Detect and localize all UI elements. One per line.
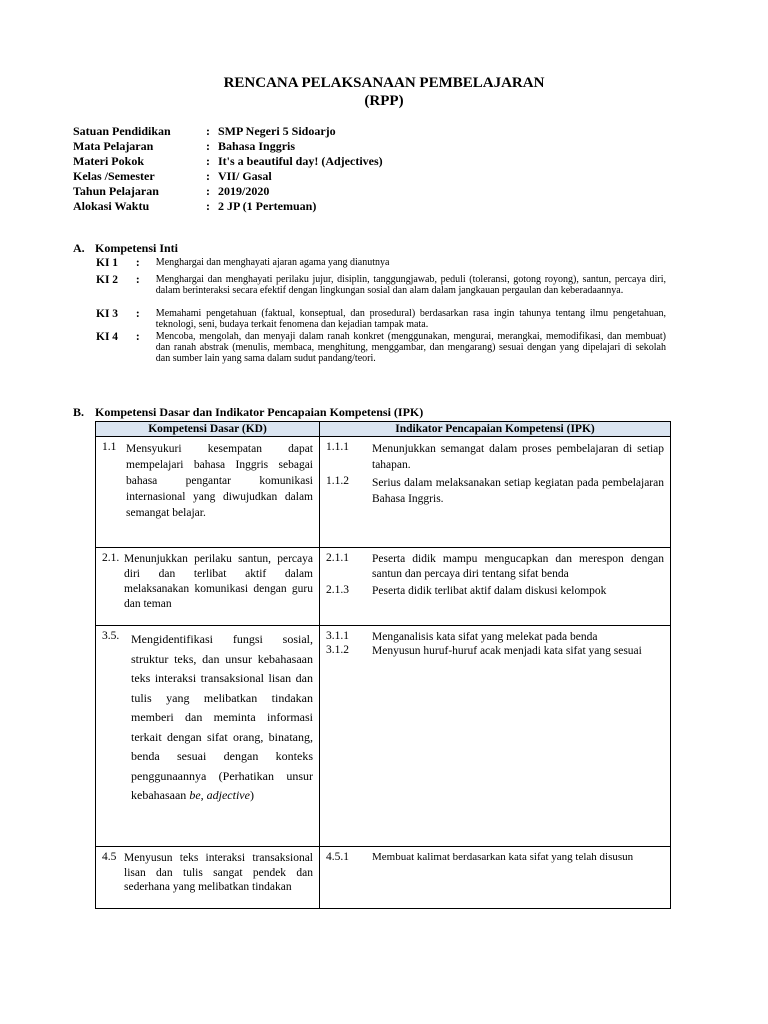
identity-row bbox=[73, 139, 383, 154]
ki-item bbox=[96, 331, 666, 364]
kd-text: Mensyukuri kesempatan dapat mempelajari bahasa Inggris sebagai bahasa pengantar komunikasi internasional yang diwujudkan dalam semangat belajar. bbox=[126, 443, 313, 519]
kd-text: Mengidentifikasi fungsi sosial, struktur teks, dan unsur kebahasaan teks interaksi transaksional lisan dan tulis yang melibatkan tindakan memberi dan meminta informasi terkait dengan sifat orang, binatang, benda sesuai dengan konteks penggunaannya (Perhatikan unsur kebahasaan be, adjective) bbox=[131, 632, 313, 802]
identity-row bbox=[73, 169, 383, 184]
kd-cell bbox=[96, 847, 320, 909]
ipk-item bbox=[320, 630, 670, 644]
ipk-text: Menyusun huruf-huruf acak menjadi kata sifat yang sesuai bbox=[372, 645, 642, 657]
ipk-text: Serius dalam melaksanakan setiap kegiatan pada pembelajaran Bahasa Inggris. bbox=[372, 477, 664, 505]
identity-label: Satuan Pendidikan bbox=[73, 124, 171, 138]
ipk-cell bbox=[320, 437, 671, 548]
ki-item bbox=[96, 257, 666, 269]
identity-colon: : bbox=[206, 154, 210, 168]
identity-row bbox=[73, 199, 383, 214]
document-title: RENCANA PELAKSANAAN PEMBELAJARAN bbox=[223, 75, 545, 91]
identity-label: Alokasi Waktu bbox=[73, 199, 150, 213]
ki-text: Memahami pengetahuan (faktual, konseptual, dan prosedural) berdasarkan rasa ingin tahunya tentang ilmu pengetahuan, teknologi, seni, budaya terkait fenomena dan kejadian tampak mata. bbox=[155, 308, 666, 330]
identity-value: 2 JP (1 Pertemuan) bbox=[218, 199, 317, 213]
ipk-cell bbox=[320, 847, 671, 909]
ipk-cell bbox=[320, 548, 671, 626]
section-b-heading bbox=[73, 405, 423, 420]
section-letter: A. bbox=[73, 241, 85, 255]
ipk-number: 2.1.1 bbox=[326, 552, 349, 564]
table-row bbox=[96, 626, 671, 847]
section-title: Kompetensi Inti bbox=[95, 241, 179, 255]
ki-colon: : bbox=[135, 308, 140, 320]
identity-colon: : bbox=[206, 169, 210, 183]
identity-colon: : bbox=[206, 184, 210, 198]
document-subtitle: (RPP) bbox=[364, 93, 404, 109]
ipk-item bbox=[320, 552, 670, 582]
ipk-number: 3.1.1 bbox=[326, 630, 349, 642]
ki-code: KI 3 bbox=[96, 308, 119, 320]
ki-colon: : bbox=[135, 274, 140, 286]
ipk-item bbox=[320, 851, 670, 864]
identity-label: Mata Pelajaran bbox=[73, 139, 154, 153]
ki-text: Menghargai dan menghayati ajaran agama yang dianutnya bbox=[155, 257, 390, 268]
ipk-number: 4.5.1 bbox=[326, 851, 349, 863]
section-a-heading bbox=[73, 241, 178, 256]
kd-number: 1.1 bbox=[102, 441, 117, 453]
identity-label: Tahun Pelajaran bbox=[73, 184, 159, 198]
identity-value: It's a beautiful day! (Adjectives) bbox=[218, 154, 383, 168]
kd-cell bbox=[96, 626, 320, 847]
ipk-item bbox=[320, 475, 670, 507]
kd-number: 4.5 bbox=[102, 851, 117, 863]
ipk-text: Menunjukkan semangat dalam proses pembelajaran di setiap tahapan. bbox=[372, 443, 664, 471]
ipk-text: Menganalisis kata sifat yang melekat pada benda bbox=[372, 631, 598, 643]
identity-label: Kelas /Semester bbox=[73, 169, 155, 183]
ipk-item bbox=[320, 441, 670, 473]
ipk-text: Peserta didik terlibat aktif dalam diskusi kelompok bbox=[372, 585, 607, 597]
table-row bbox=[96, 847, 671, 909]
identity-value: 2019/2020 bbox=[218, 184, 270, 198]
table-row bbox=[96, 548, 671, 626]
identity-value: SMP Negeri 5 Sidoarjo bbox=[218, 124, 336, 138]
ipk-cell bbox=[320, 626, 671, 847]
ipk-number: 3.1.2 bbox=[326, 644, 349, 656]
ki-text: Menghargai dan menghayati perilaku jujur, disiplin, tanggungjawab, peduli (toleransi, gotong royong), santun, percaya diri, dalam berinteraksi secara efektif dengan lingkungan sosial dan alam dalam jangkauan pergaulan dan keberadaannya. bbox=[155, 274, 666, 296]
identity-colon: : bbox=[206, 124, 210, 138]
ipk-number: 1.1.2 bbox=[326, 475, 349, 487]
ipk-text: Membuat kalimat berdasarkan kata sifat yang telah disusun bbox=[372, 851, 634, 863]
identity-colon: : bbox=[206, 199, 210, 213]
table-row bbox=[96, 437, 671, 548]
kd-header: Kompetensi Dasar (KD) bbox=[96, 422, 320, 437]
ki-colon: : bbox=[135, 331, 140, 343]
kd-text: Menunjukkan perilaku santun, percaya diri dan terlibat aktif dalam melaksanakan komunikasi dengan guru dan teman bbox=[124, 553, 313, 610]
identity-colon: : bbox=[206, 139, 210, 153]
ki-text: Mencoba, mengolah, dan menyaji dalam ranah konkret (menggunakan, mengurai, merangkai, memodifikasi, dan membuat) dan ranah abstrak (menulis, membaca, menghitung, menggambar, dan mengarang) sesuai dengan yang dipelajari di sekolah dan sumber lain yang sama dalam sudut pandang/teori. bbox=[155, 331, 666, 364]
kd-cell bbox=[96, 437, 320, 548]
ki-code: KI 1 bbox=[96, 257, 119, 269]
identity-row bbox=[73, 184, 383, 199]
kd-number: 3.5. bbox=[102, 630, 120, 642]
ipk-item bbox=[320, 644, 670, 658]
ipk-text: Peserta didik mampu mengucapkan dan merespon dengan santun dan percaya diri tentang sifat benda bbox=[372, 553, 664, 580]
ki-item bbox=[96, 274, 666, 296]
kd-ipk-table bbox=[95, 421, 671, 909]
identity-label: Materi Pokok bbox=[73, 154, 144, 168]
identity-value: VII/ Gasal bbox=[218, 169, 272, 183]
ki-colon: : bbox=[135, 257, 140, 269]
kd-cell bbox=[96, 548, 320, 626]
ipk-header: Indikator Pencapaian Kompetensi (IPK) bbox=[320, 422, 671, 437]
identity-row bbox=[73, 124, 383, 139]
section-letter: B. bbox=[73, 405, 85, 419]
section-title: Kompetensi Dasar dan Indikator Pencapaian Kompetensi (IPK) bbox=[95, 405, 424, 419]
ipk-number: 1.1.1 bbox=[326, 441, 349, 453]
identity-value: Bahasa Inggris bbox=[218, 139, 296, 153]
ki-code: KI 2 bbox=[96, 274, 119, 286]
identity-row bbox=[73, 154, 383, 169]
ki-code: KI 4 bbox=[96, 331, 119, 343]
kd-number: 2.1. bbox=[102, 552, 120, 564]
ipk-item bbox=[320, 584, 670, 599]
identity-block bbox=[73, 124, 383, 214]
ipk-number: 2.1.3 bbox=[326, 584, 349, 596]
kd-text: Menyusun teks interaksi transaksional lisan dan tulis sangat pendek dan sederhana yang melibatkan tindakan bbox=[124, 852, 313, 893]
table-header-row bbox=[96, 422, 671, 437]
ki-item bbox=[96, 308, 666, 330]
